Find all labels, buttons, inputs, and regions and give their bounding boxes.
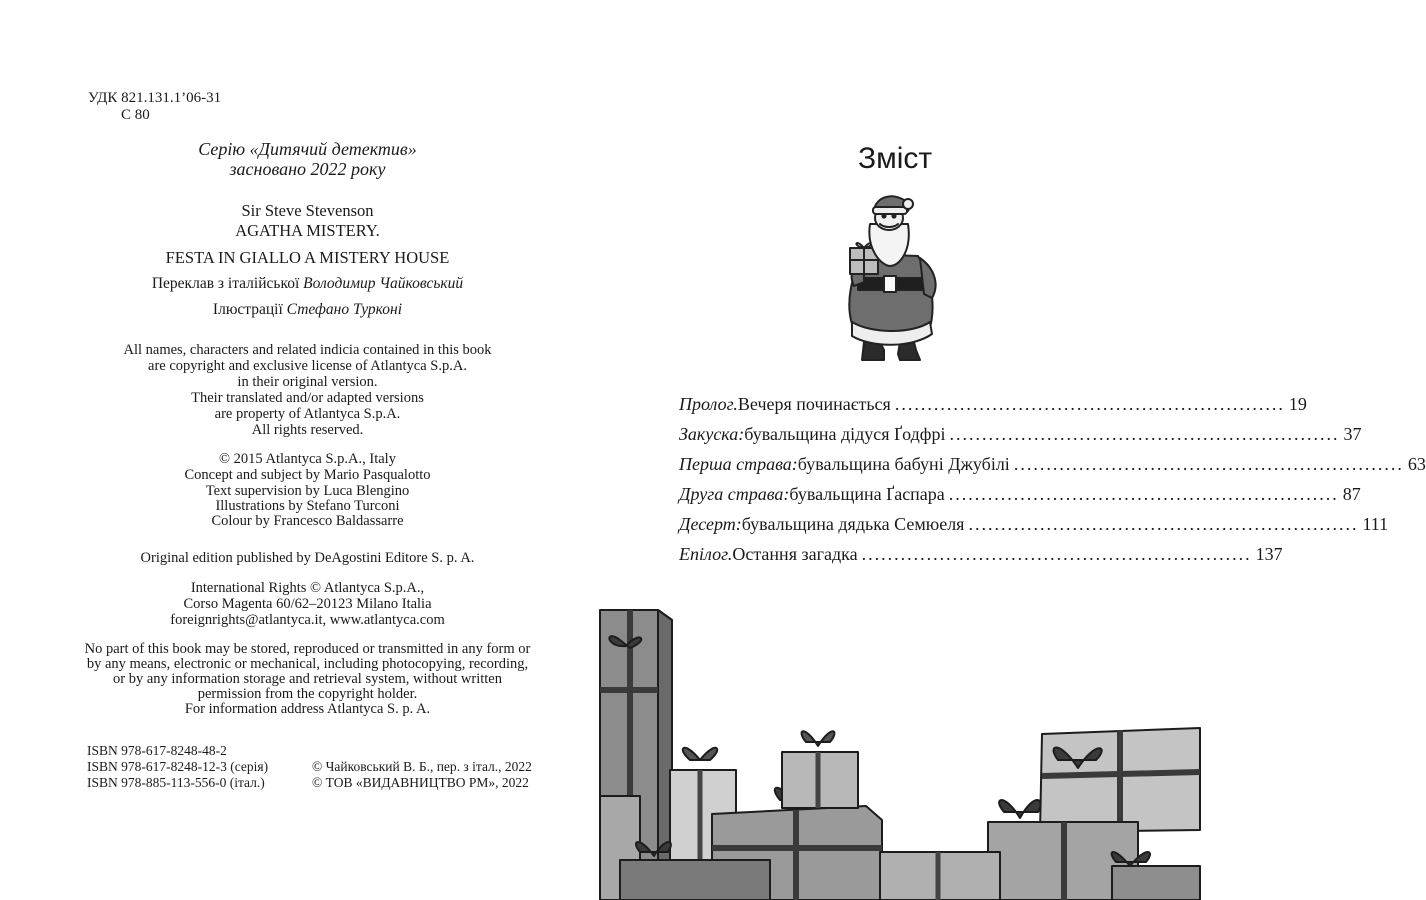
rights-line: All names, characters and related indicia contained in this book xyxy=(123,342,492,358)
copyright-line: © Чайковський В. Б., пер. з італ., 2022 xyxy=(312,759,532,774)
toc-entry-first-course[interactable] xyxy=(679,454,1426,475)
intl-rights-line: foreignrights@atlantyca.it, www.atlantyca.com xyxy=(170,612,445,628)
toc-leader-dots: ............................................................ xyxy=(968,514,1359,534)
series-line-2: засновано 2022 року xyxy=(229,159,386,179)
toc-entry-label: Десерт: xyxy=(679,514,742,534)
toc-page-number: 63 xyxy=(1407,454,1426,474)
right-page-contents xyxy=(600,0,1426,900)
rights-line: are copyright and exclusive license of Atlantyca S.p.A. xyxy=(148,358,467,374)
toc-title: Зміст xyxy=(858,142,933,175)
toc-page-number: 19 xyxy=(1288,394,1307,414)
intl-rights-line: International Rights © Atlantyca S.p.A., xyxy=(190,580,425,596)
toc-page-number: 37 xyxy=(1343,424,1362,444)
disclaimer-line: No part of this book may be stored, reproduced or transmitted in any form or xyxy=(84,641,531,657)
isbn-line: ISBN 978-617-8248-12-3 (серія) xyxy=(87,759,269,774)
toc-entry-label: Закуска: xyxy=(679,424,745,444)
disclaimer-line: permission from the copyright holder. xyxy=(197,686,418,702)
toc-entry-title: бувальщина дідуся Ґодфрі xyxy=(744,424,946,444)
translator-credit xyxy=(60,275,555,293)
toc-entry-second-course[interactable] xyxy=(679,484,1361,505)
toc-entry-title: Вечеря починається xyxy=(737,394,891,414)
left-page-imprint xyxy=(0,0,600,900)
disclaimer-line: by any means, electronic or mechanical, including photocopying, recording, xyxy=(86,656,529,672)
toc-page-number: 87 xyxy=(1342,484,1361,504)
toc-page-number: 137 xyxy=(1255,544,1283,564)
toc-entry-appetizer[interactable] xyxy=(679,424,1362,445)
illustrator-credit xyxy=(60,301,555,319)
toc-entry-title: бувальщина бабуні Джубілі xyxy=(797,454,1010,474)
original-title: AGATHA MISTERY. xyxy=(235,221,380,240)
toc-leader-dots: ............................................................ xyxy=(948,484,1339,504)
credits-line: Colour by Francesco Baldassarre xyxy=(211,513,404,529)
translator-name: Володимир Чайковський xyxy=(303,275,464,292)
series-line-1: Серію «Дитячий детектив» xyxy=(198,139,417,159)
toc-leader-dots: ............................................................ xyxy=(1013,454,1404,474)
toc-entry-label: Друга страва: xyxy=(679,484,790,504)
isbn-line: ISBN 978-617-8248-48-2 xyxy=(87,743,227,758)
copyright-line: © ТОВ «ВИДАВНИЦТВО РМ», 2022 xyxy=(312,775,529,790)
credits-line: Concept and subject by Mario Pasqualotto xyxy=(184,467,431,483)
bbk-code: С 80 xyxy=(121,107,150,123)
toc-entry-dessert[interactable] xyxy=(679,514,1389,535)
toc-entry-title: бувальщина Ґаспара xyxy=(789,484,945,504)
toc-entry-prolog[interactable] xyxy=(679,394,1307,415)
intl-rights-line: Corso Magenta 60/62–20123 Milano Italia xyxy=(183,596,432,612)
credits-line: Text supervision by Luca Blengino xyxy=(205,483,410,499)
toc-page-number: 111 xyxy=(1362,514,1389,534)
translator-prefix: Переклав з італійської xyxy=(151,275,300,292)
toc-leader-dots: ............................................................ xyxy=(949,424,1340,444)
toc-entry-title: бувальщина дядька Семюеля xyxy=(741,514,965,534)
disclaimer-line: For information address Atlantyca S. p. A. xyxy=(184,701,431,717)
toc-leader-dots: ............................................................ xyxy=(861,544,1252,564)
udk-code: УДК 821.131.1’06-31 xyxy=(88,90,222,106)
rights-line: in their original version. xyxy=(237,374,378,390)
toc-entry-epilog[interactable] xyxy=(679,544,1283,565)
credits-line: Illustrations by Stefano Turconi xyxy=(215,498,400,514)
rights-line: Their translated and/or adapted versions xyxy=(191,390,424,406)
toc-entry-label: Епілог. xyxy=(679,544,733,564)
gift-boxes-illustration xyxy=(600,600,1200,900)
disclaimer-line: or by any information storage and retrieval system, without written xyxy=(113,671,502,687)
toc-entry-title: Остання загадка xyxy=(732,544,858,564)
original-subtitle: FESTA IN GIALLO A MISTERY HOUSE xyxy=(165,248,450,267)
original-edition: Original edition published by DeAgostini Editore S. p. A. xyxy=(140,550,475,566)
toc-leader-dots: ............................................................ xyxy=(894,394,1285,414)
toc-entry-label: Пролог. xyxy=(679,394,738,414)
santa-claus-illustration xyxy=(836,194,948,366)
rights-line: All rights reserved. xyxy=(251,422,364,438)
illustrator-prefix: Ілюстрації xyxy=(212,301,283,318)
illustrator-name: Стефано Турконі xyxy=(286,301,403,318)
original-author: Sir Steve Stevenson xyxy=(241,201,374,220)
isbn-line: ISBN 978-885-113-556-0 (італ.) xyxy=(87,775,265,790)
rights-line: are property of Atlantyca S.p.A. xyxy=(214,406,401,422)
toc-entry-label: Перша страва: xyxy=(679,454,798,474)
credits-line: © 2015 Atlantyca S.p.A., Italy xyxy=(219,451,396,467)
